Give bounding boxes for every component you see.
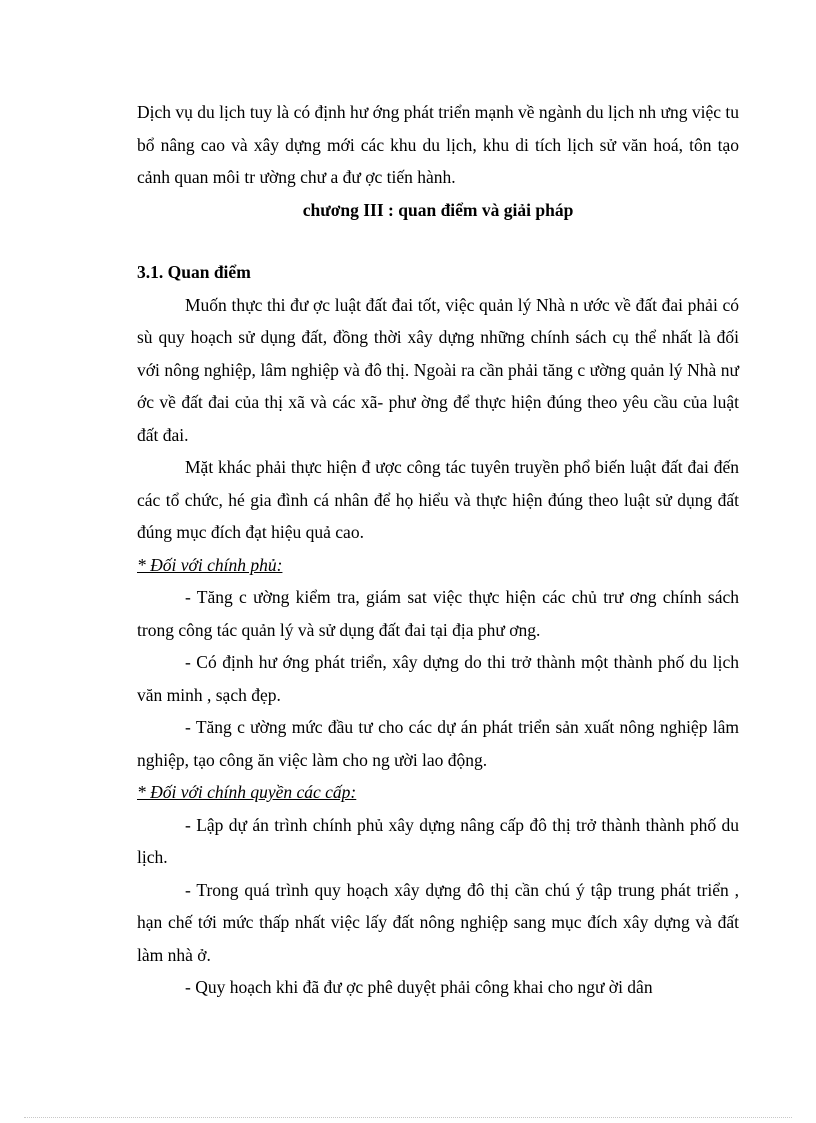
page-bottom-divider (24, 1117, 792, 1118)
document-page (137, 96, 739, 1004)
subheading-government-text: * Đối với chính phủ: (137, 554, 283, 575)
paragraph-land-law: Muốn thực thi đư ợc luật đất đai tốt, việc quản lý Nhà n ước về đất đai phải có sù quy hoạch sử dụng đất, đồng thời xây dựng những chính sách cụ thể nhất là đối với nông nghiệp, lâm nghiệp và đô thị. Ngoài ra cần phải tăng c ường quản lý Nhà nư ớc về đất đai của thị xã và các xã- phư ờng để thực hiện đúng theo yêu cầu của luật đất đai. (137, 294, 739, 445)
subheading-government (137, 549, 739, 582)
list-item-inspection: - Tăng c ường kiểm tra, giám sat việc thực hiện các chủ trư ơng chính sách trong công tác quản lý và sử dụng đất đai tại địa phư ơng. (137, 587, 739, 640)
list-item-publicize: - Quy hoạch khi đã đư ợc phê duyệt phải công khai cho ngư ời dân (185, 977, 653, 997)
paragraph-tourism: Dịch vụ du lịch tuy là có định hư ớng phát triển mạnh về ngành du lịch nh ưng việc tu bổ nâng cao và xây dựng mới các khu du lịch, khu di tích lịch sử văn hoá, tôn tạo cảnh quan môi tr ường chư a đư ợc tiến hành. (137, 102, 739, 187)
list-item-project: - Lập dự án trình chính phủ xây dựng nâng cấp đô thị trở thành thành phố du lịch. (137, 814, 739, 867)
chapter-heading: chương III : quan điểm và giải pháp (302, 199, 574, 220)
section-heading: 3.1. Quan điểm (137, 262, 251, 282)
paragraph-propaganda: Mặt khác phải thực hiện đ ược công tác tuyên truyền phổ biến luật đất đai đến các tổ chức, hé gia đình cá nhân để họ hiểu và thực hiện đúng theo luật sử dụng đất đúng mục đích đạt hiệu quả cao. (137, 457, 739, 542)
list-item-investment: - Tăng c ường mức đầu tư cho các dự án phát triển sản xuất nông nghiệp lâm nghiệp, tạo công ăn việc làm cho ng ười lao động. (137, 717, 739, 770)
subheading-local-authorities (137, 776, 739, 809)
list-item-planning: - Trong quá trình quy hoạch xây dựng đô thị cần chú ý tập trung phát triển , hạn chế tới mức thấp nhất việc lấy đất nông nghiệp sang mục đích xây dựng và đất làm nhà ở. (137, 879, 739, 965)
subheading-local-authorities-text: * Đối với chính quyền các cấp: (137, 782, 357, 802)
list-item-orientation: - Có định hư ớng phát triển, xây dựng do thi trở thành một thành phố du lịch văn minh , sạch đẹp. (137, 652, 739, 705)
